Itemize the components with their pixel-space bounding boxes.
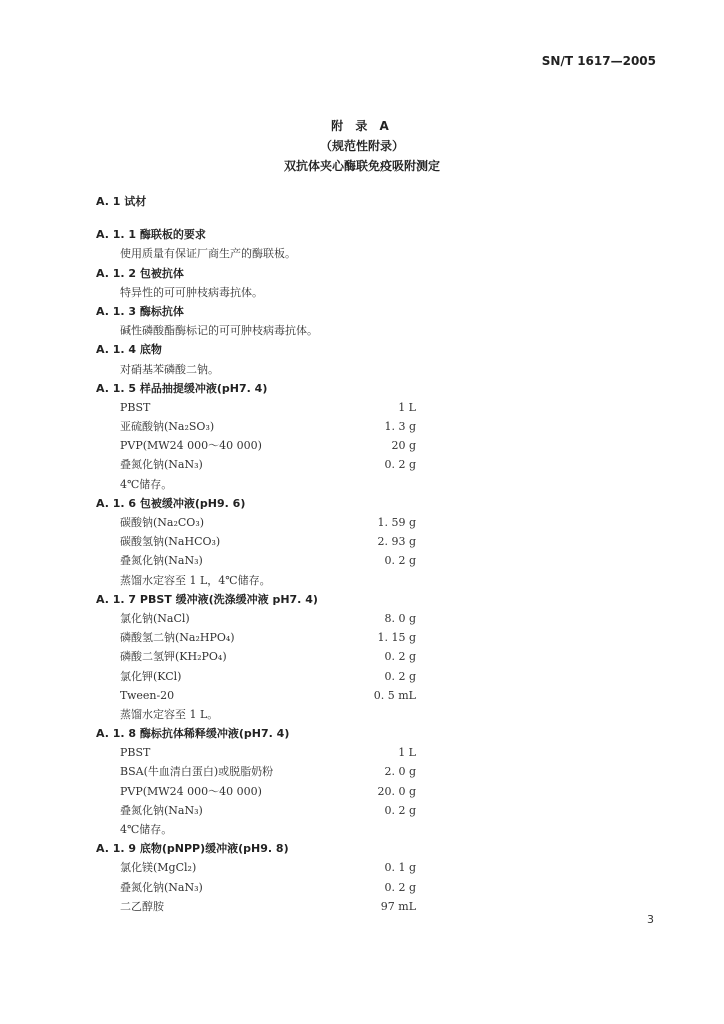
clause-text: 使用质量有保证厂商生产的酶联板。 [120, 247, 296, 261]
reagent-row [96, 609, 416, 628]
document-body [96, 192, 416, 916]
buffer-heading [96, 724, 416, 743]
reagent-name: 碳酸氢钠(NaHCO₃) [120, 535, 221, 549]
clause-number: A. 1. 8 [96, 727, 137, 741]
reagent-row [96, 878, 416, 897]
reagent-row [96, 667, 416, 686]
section-title: 试材 [124, 195, 147, 208]
reagent-row [96, 513, 416, 532]
reagent-row [96, 628, 416, 647]
clause-number: A. 1. 9 [96, 842, 137, 856]
clause-title: 包被抗体 [139, 266, 184, 280]
storage-note: 4℃储存。 [120, 477, 173, 491]
clause-number: A. 1. 7 [96, 592, 137, 606]
reagent-amount: 1 L [398, 746, 416, 760]
reagent-name: 二乙醇胺 [120, 899, 164, 913]
clause-title: 酶联板的要求 [139, 228, 206, 242]
clause-text: 特异性的可可肿枝病毒抗体。 [120, 285, 263, 299]
reagent-amount: 20 g [391, 439, 416, 453]
reagent-name: 叠氮化钠(NaN₃) [120, 458, 203, 472]
clause-number: A. 1. 3 [96, 304, 137, 318]
reagent-amount: 2. 93 g [377, 535, 416, 549]
reagent-amount: 8. 0 g [384, 611, 416, 625]
clause-number: A. 1. 6 [96, 496, 137, 510]
reagent-amount: 97 mL [380, 899, 416, 913]
storage-note: 蒸馏水定容至 1 L。 [120, 707, 219, 721]
appendix-type: （规范性附录） [319, 139, 404, 153]
buffer-heading [96, 590, 416, 609]
reagent-name: PBST [120, 400, 151, 414]
section-number: A. 1 [96, 195, 121, 208]
clause-text: 碱性磷酸酯酶标记的可可肿枝病毒抗体。 [120, 324, 318, 338]
reagent-name: 磷酸氢二钠(Na₂HPO₄) [120, 631, 235, 645]
reagent-name: Tween-20 [120, 688, 175, 702]
appendix-subject: 双抗体夹心酶联免疫吸附测定 [283, 159, 440, 173]
reagent-amount: 1. 15 g [377, 631, 416, 645]
appendix-title-block [0, 116, 724, 176]
buffer-heading [96, 494, 416, 513]
standard-number: SN/T 1617—2005 [541, 54, 656, 68]
reagent-amount: 0. 2 g [384, 669, 416, 683]
reagent-row [96, 647, 416, 666]
reagent-amount: 2. 0 g [384, 765, 416, 779]
clause-title: 酶标抗体 [139, 304, 184, 318]
buffer-title: 包被缓冲液(pH9. 6) [139, 496, 246, 510]
reagent-name: 碳酸钠(Na₂CO₃) [120, 516, 205, 529]
reagent-name: PBST [120, 746, 151, 760]
clause-heading [96, 225, 416, 244]
reagent-row [96, 398, 416, 417]
reagent-name: 叠氮化钠(NaN₃) [120, 803, 203, 817]
buffer-title: 样品抽提缓冲液(pH7. 4) [139, 381, 268, 395]
storage-note: 蒸馏水定容至 1 L，4℃储存。 [120, 573, 271, 587]
reagent-row [96, 455, 416, 474]
clause-number: A. 1. 1 [96, 228, 137, 242]
reagent-row [96, 897, 416, 916]
reagent-row [96, 551, 416, 570]
reagent-row [96, 762, 416, 781]
reagent-name: 氯化钾(KCl) [120, 669, 182, 683]
reagent-row [96, 858, 416, 877]
buffer-heading [96, 379, 416, 398]
clause-title: 底物 [139, 343, 162, 357]
reagent-row [96, 782, 416, 801]
reagent-name: 磷酸二氢钾(KH₂PO₄) [120, 650, 227, 664]
buffer-title: PBST 缓冲液(洗涤缓冲液 pH7. 4) [139, 592, 318, 606]
page-number: 3 [647, 913, 654, 926]
reagent-amount: 1. 3 g [384, 420, 416, 434]
reagent-amount: 1. 59 g [377, 516, 416, 529]
reagent-row [96, 743, 416, 762]
reagent-amount: 0. 2 g [384, 803, 416, 817]
reagent-name: 氯化钠(NaCl) [120, 611, 190, 625]
clause-heading [96, 302, 416, 321]
clause-number: A. 1. 2 [96, 266, 137, 280]
clause-text: 对硝基苯磷酸二钠。 [120, 362, 219, 376]
storage-note: 4℃储存。 [120, 823, 173, 836]
reagent-amount: 0. 1 g [384, 861, 416, 875]
clause-heading [96, 340, 416, 359]
reagent-row [96, 801, 416, 820]
clause-heading [96, 264, 416, 283]
spacer [96, 211, 416, 225]
reagent-row [96, 532, 416, 551]
reagent-name: BSA(牛血清白蛋白)或脱脂奶粉 [120, 765, 274, 779]
reagent-amount: 20. 0 g [377, 784, 416, 798]
reagent-name: 亚硫酸钠(Na₂SO₃) [120, 420, 215, 434]
reagent-amount: 0. 2 g [384, 458, 416, 472]
buffer-title: 底物(pNPP)缓冲液(pH9. 8) [139, 842, 289, 856]
reagent-amount: 0. 2 g [384, 880, 416, 894]
reagent-amount: 1 L [398, 400, 416, 414]
reagent-name: 氯化镁(MgCl₂) [120, 861, 197, 875]
reagent-name: PVP(MW24 000～40 000) [120, 439, 262, 453]
reagent-name: PVP(MW24 000～40 000) [120, 784, 262, 798]
reagent-name: 叠氮化钠(NaN₃) [120, 880, 203, 894]
clause-number: A. 1. 5 [96, 381, 137, 395]
buffer-title: 酶标抗体稀释缓冲液(pH7. 4) [139, 727, 290, 741]
clause-number: A. 1. 4 [96, 343, 137, 357]
reagent-amount: 0. 2 g [384, 554, 416, 568]
reagent-amount: 0. 5 mL [373, 688, 416, 702]
reagent-row [96, 686, 416, 705]
reagent-row [96, 436, 416, 455]
buffer-heading [96, 839, 416, 858]
reagent-name: 叠氮化钠(NaN₃) [120, 554, 203, 568]
reagent-amount: 0. 2 g [384, 650, 416, 664]
section-heading [96, 192, 416, 211]
appendix-title: 附 录 A [331, 119, 393, 133]
reagent-row [96, 417, 416, 436]
